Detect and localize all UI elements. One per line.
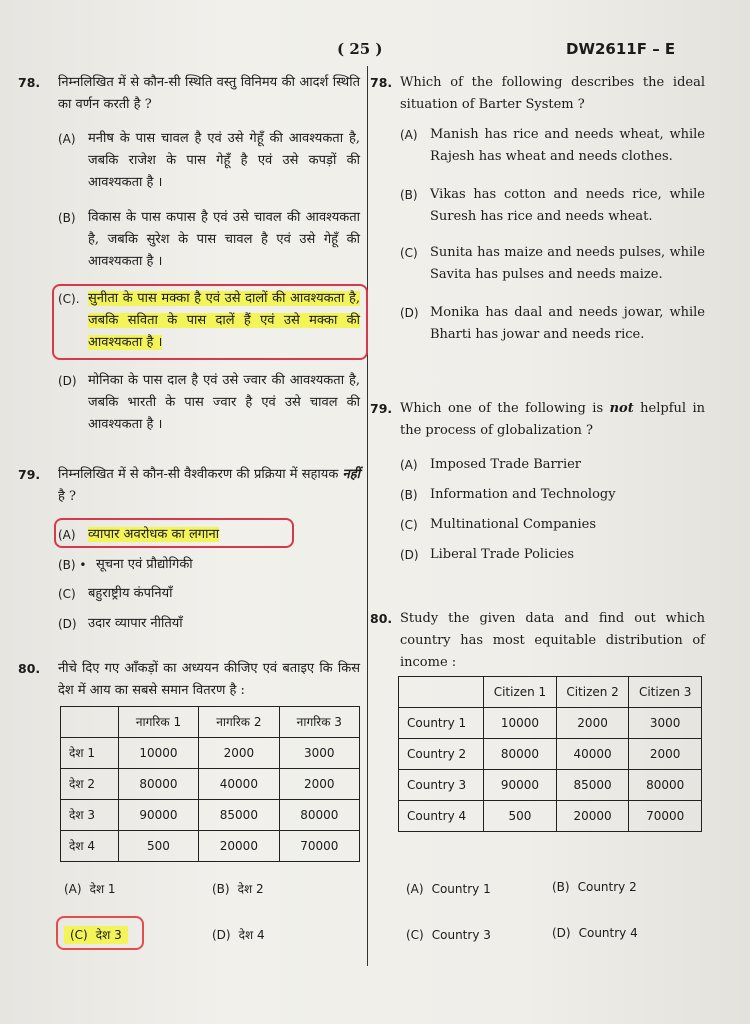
answer-c: (C) Country 3 — [406, 928, 491, 942]
table-row: देश 2 80000 40000 2000 — [61, 769, 360, 800]
table-row: Country 1 10000 2000 3000 — [399, 708, 702, 739]
option-c: (C) बहुराष्ट्रीय कंपनियाँ — [58, 586, 173, 601]
option-a-highlighted: (A) व्यापार अवरोधक का लगाना — [58, 527, 220, 542]
answer-a: (A) देश 1 — [64, 882, 116, 896]
option-b: (B) Vikas has cotton and needs rice, while Suresh has rice and needs wheat. — [400, 187, 705, 224]
answer-c-highlighted: (C) देश 3 — [64, 924, 128, 946]
table-row: Country 4 500 20000 70000 — [399, 801, 702, 832]
option-c: (C) Multinational Companies — [400, 517, 597, 532]
income-table-english: Citizen 1 Citizen 2 Citizen 3 Country 1 10000 2000 3000 Country 2 80000 40000 2000 Country 3 90000 85000 80000 Country 4 500 20000 70000 — [398, 676, 702, 832]
question-number: 78. — [18, 75, 41, 90]
question-79-hindi: 79. निम्नलिखित में से कौन-सी वैश्वीकरण की प्रक्रिया में सहायक नहीं है ? — [18, 467, 360, 504]
answer-b: (B) Country 2 — [552, 880, 637, 894]
question-80-english: 80. Study the given data and find out which country has most equitable distribution of income : — [370, 611, 705, 670]
option-b: (B) विकास के पास कपास है एवं उसे चावल की आवश्यकता है, जबकि सुरेश के पास चावल है एवं उसे गेहूँ की आवश्यकता है । — [58, 210, 360, 269]
option-d: (D) उदार व्यापार नीतियाँ — [58, 616, 183, 631]
option-c: (C) Sunita has maize and needs pulses, while Savita has pulses and needs maize. — [400, 245, 705, 282]
question-78-english: 78. Which of the following describes the ideal situation of Barter System ? — [370, 75, 705, 112]
column-divider — [367, 66, 368, 966]
question-78-hindi — [18, 72, 360, 116]
option-d: (D) मोनिका के पास दाल है एवं उसे ज्वार की आवश्यकता है, जबकि भारती के पास ज्वार है एवं उसे चावल की आवश्यकता है । — [58, 373, 360, 432]
highlighted-answer: सुनीता के पास मक्का है एवं उसे दालों की आवश्यकता है, जबकि सविता के पास दालें हैं एवं उसे मक्का की आवश्यकता है । — [88, 291, 360, 350]
answer-d: (D) Country 4 — [552, 926, 638, 940]
table-row: देश 1 10000 2000 3000 — [61, 738, 360, 769]
table-row: Country 2 80000 40000 2000 — [399, 739, 702, 770]
option-c-highlighted: (C). सुनीता के पास मक्का है एवं उसे दालों की आवश्यकता है, जबकि सविता के पास दालें हैं एवं उसे मक्का की आवश्यकता है । — [58, 291, 360, 350]
table-row: देश 3 90000 85000 80000 — [61, 800, 360, 831]
option-a: (A) Manish has rice and needs wheat, while Rajesh has wheat and needs clothes. — [400, 127, 705, 164]
pen-circle-mark — [56, 916, 144, 950]
question-text: निम्नलिखित में से कौन-सी स्थिति वस्तु विनिमय की आदर्श स्थिति का वर्णन करती है ? — [58, 75, 360, 112]
answer-b: (B) देश 2 — [212, 882, 264, 896]
option-a: (A) मनीष के पास चावल है एवं उसे गेहूँ की आवश्यकता है, जबकि राजेश के पास गेहूँ है एवं उसे कपड़ों की आवश्यकता है । — [58, 131, 360, 190]
table-row: Country 3 90000 85000 80000 — [399, 770, 702, 801]
question-79-english: 79. Which one of the following is not helpful in the process of globalization ? — [370, 401, 706, 438]
page-number: ( 25 ) — [337, 40, 383, 58]
option-b: (B) • सूचना एवं प्रौद्योगिकी — [58, 557, 193, 572]
pen-circle-mark — [52, 284, 368, 360]
option-d: (D) Monika has daal and needs jowar, while Bharti has jowar and needs rice. — [400, 305, 705, 342]
answer-d: (D) देश 4 — [212, 928, 265, 942]
answer-a: (A) Country 1 — [406, 882, 491, 896]
option-d: (D) Liberal Trade Policies — [400, 547, 575, 562]
option-a: (A) Imposed Trade Barrier — [400, 457, 582, 472]
income-table-hindi: नागरिक 1 नागरिक 2 नागरिक 3 देश 1 10000 2000 3000 देश 2 80000 40000 2000 देश 3 90000 85000 80000 देश 4 500 20000 70000 — [60, 706, 360, 862]
paper-code: DW2611F – E — [566, 40, 676, 58]
table-row: देश 4 500 20000 70000 — [61, 831, 360, 862]
option-b: (B) Information and Technology — [400, 487, 616, 502]
pen-circle-mark — [54, 518, 294, 548]
question-80-hindi: 80. नीचे दिए गए आँकड़ों का अध्ययन कीजिए एवं बताइए कि किस देश में आय का सबसे समान वितरण है : — [18, 661, 360, 698]
